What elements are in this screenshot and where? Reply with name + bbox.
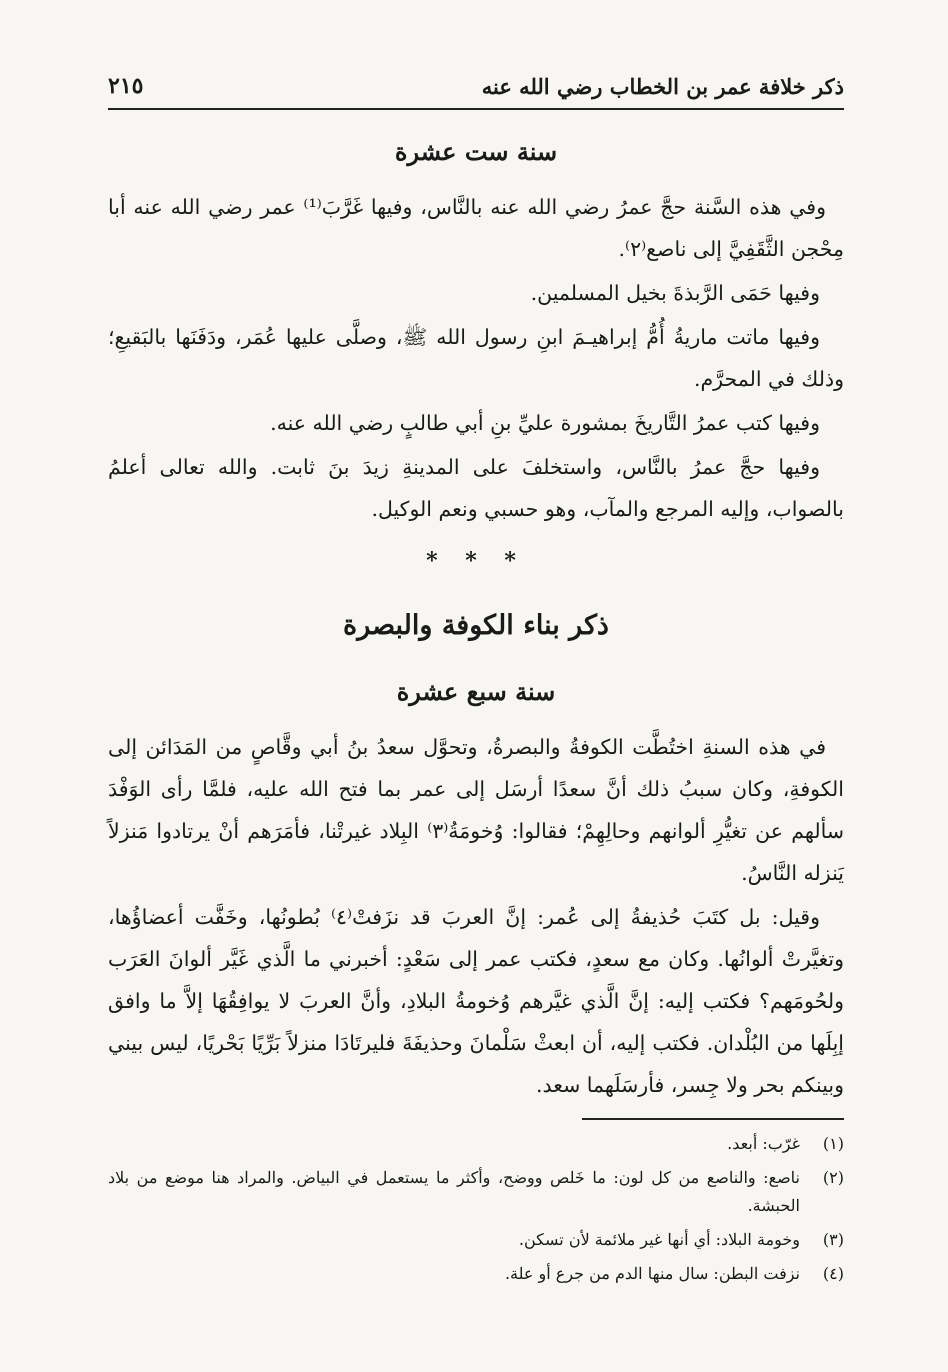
chapter-title: ذكر بناء الكوفة والبصرة bbox=[343, 610, 609, 641]
footnote-number: (٢) bbox=[822, 1168, 844, 1187]
paragraph: وفيها حجَّ عمرُ بالنَّاس، واستخلفَ على المدينةِ زيدَ بنَ ثابت. والله تعالى أعلمُ بالصواب، وإليه المرجع والمآب، وهو حسبي ونعم الوكيل. bbox=[108, 455, 844, 521]
footnote-text: نزفت البطن: سال منها الدم من جرع أو علة. bbox=[504, 1264, 800, 1283]
footnote bbox=[108, 1164, 844, 1220]
section-title-year-16: سنة ست عشرة bbox=[394, 137, 558, 166]
footnote-number: (٣) bbox=[822, 1230, 844, 1249]
footnote-text: غرّب: أبعد. bbox=[727, 1134, 800, 1153]
footnote-number: (١) bbox=[822, 1134, 844, 1153]
section-title-year-17: سنة سبع عشرة bbox=[396, 677, 556, 706]
page-header bbox=[108, 64, 844, 110]
footnote-text: ناصع: والناصع من كل لون: ما خَلص ووضح، وأكثر ما يستعمل في البياض. والمراد هنا موضع من بلاد الحبشة. bbox=[108, 1168, 800, 1215]
paragraph: وفيها ماتت ماريةُ أُمُّ إبراهيـمَ ابنِ رسول الله ﷺ، وصلَّى عليها عُمَر، ودَفَنَها بالبَقيعِ؛ وذلك في المحرَّم. bbox=[108, 325, 844, 391]
paragraph: في هذه السنةِ اختُطَّت الكوفةُ والبصرةُ، وتحوَّل سعدُ بنُ أبي وقَّاصٍ من المَدَائن إلى الكوفةِ، وكان سببُ ذلك أنَّ سعدًا أرسَل إلى عمر بما فتح الله عليه، فلمَّا رأى الوَفْدَ سألهم عن تغيُّرِ ألوانهم وحالِهِمْ؛ فقالوا: وُخومَةُ⁽٣⁾ البِلاد غيرتْنا، فأمَرَهم أنْ يرتادوا مَنزلاً يَنزله النَّاسُ. bbox=[108, 735, 844, 885]
footnote bbox=[108, 1226, 844, 1254]
footnote-number: (٤) bbox=[822, 1264, 844, 1283]
paragraph: وفيها حَمَى الرَّبذةَ بخيل المسلمين. bbox=[530, 281, 820, 305]
footnote-rule bbox=[582, 1118, 844, 1120]
footnote-text: وخومة البلاد: أي أنها غير ملائمة لأن تسكن. bbox=[518, 1230, 800, 1249]
paragraph: وفي هذه السَّنة حجَّ عمرُ رضي الله عنه بالنَّاس، وفيها غَرَّبَ⁽¹⁾ عمر رضي الله عنه أبا مِحْجن الثَّقَفِيَّ إلى ناصع⁽٢⁾. bbox=[108, 195, 844, 261]
footnotes bbox=[108, 1130, 844, 1294]
running-title: ذكر خلافة عمر بن الخطاب رضي الله عنه bbox=[481, 73, 844, 99]
paragraph: وفيها كتب عمرُ التَّاريخَ بمشورة عليِّ بنِ أبي طالبٍ رضي الله عنه. bbox=[270, 411, 820, 435]
footnote bbox=[108, 1260, 844, 1288]
section-separator: * * * bbox=[426, 548, 526, 574]
paragraph: وقيل: بل كتَبَ حُذيفةُ إلى عُمر: إنَّ العربَ قد نزَفتْ⁽٤⁾ بُطونُها، وخَفَّت أعضاؤُها، وتغيَّرتْ ألوانُها. وكان مع سعدٍ، فكتب عمر إلى سَعْدٍ: أخبرني ما الَّذي غَيَّر ألوانَ العَرَب ولحُومَهم؟ فكتب إليه: إنَّ الَّذي غيَّرهم وُخومةُ البلادِ، وأنَّ العربَ لا يوافِقُهَا إلاَّ ما وافق إبِلَها من البُلْدان. فكتب إليه، أن ابعثْ سَلْمانَ وحذيفَةَ فليرتَادَا منزلاً بَرِّيًا بَحْريًا، ليس بيني وبينكم بحر ولا جِسر، فأرسَلَهما سعد. bbox=[108, 905, 844, 1097]
footnote bbox=[108, 1130, 844, 1158]
main-text bbox=[108, 128, 844, 1108]
page-number: ٢١٥ bbox=[108, 73, 144, 99]
